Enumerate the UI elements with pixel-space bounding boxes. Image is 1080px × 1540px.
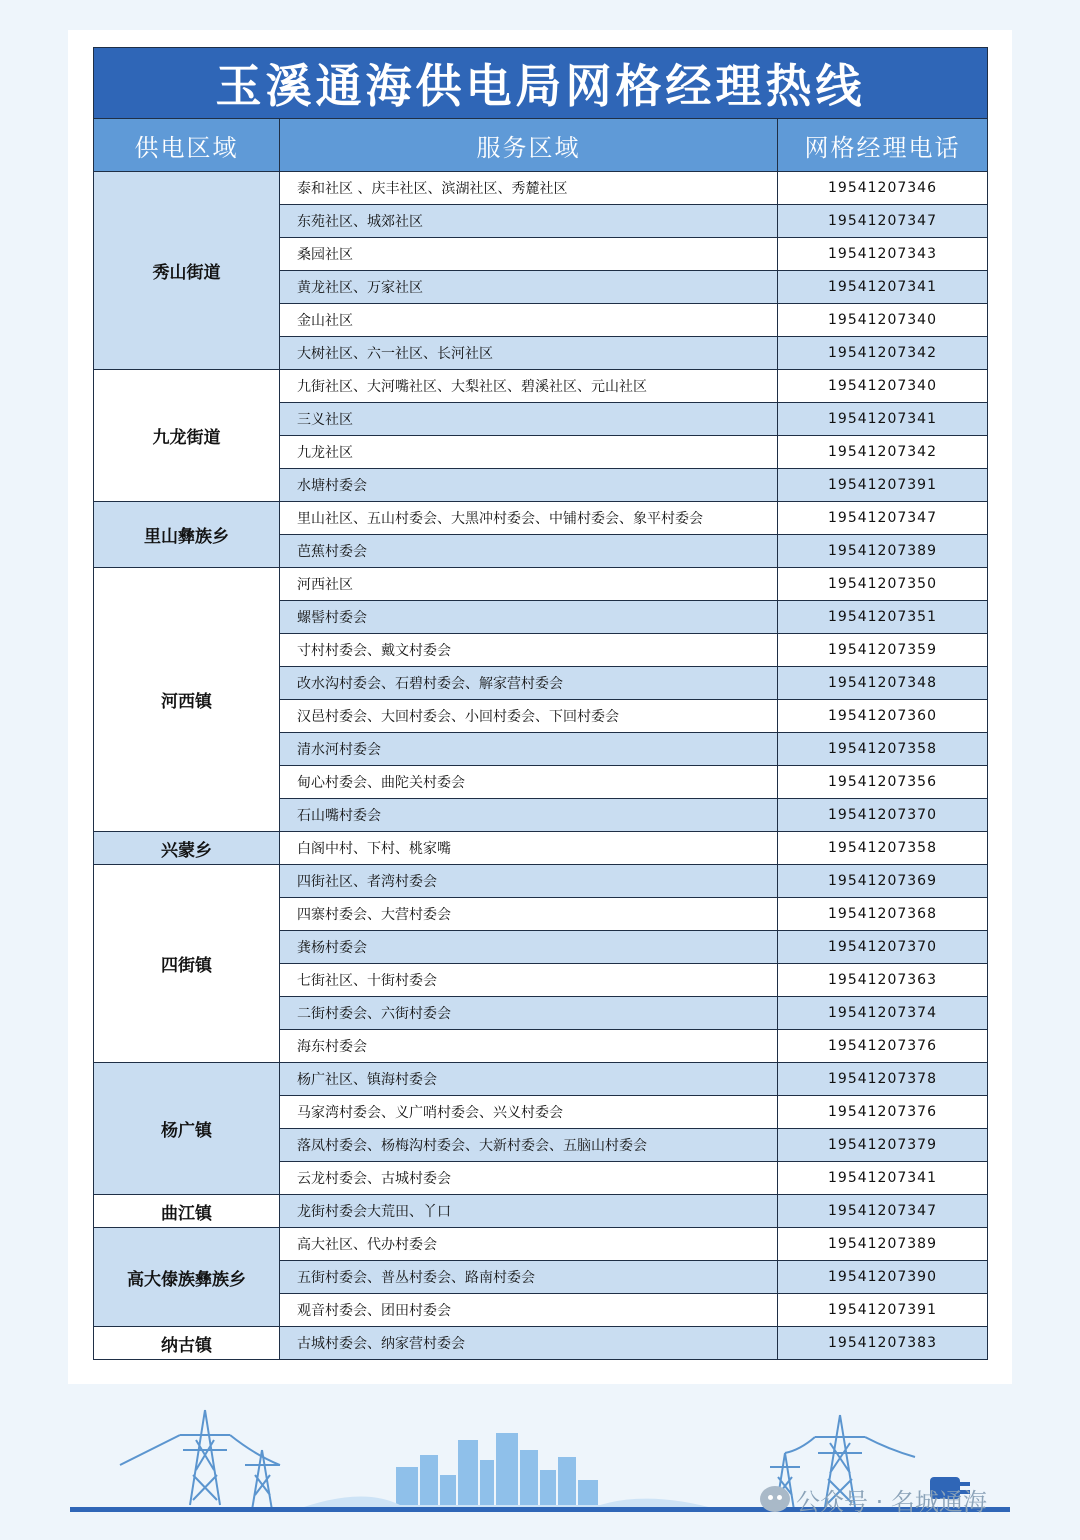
- service-area-cell: 甸心村委会、曲陀关村委会: [280, 766, 778, 799]
- region-cell: 秀山街道: [94, 172, 280, 370]
- service-area-cell: 清水河村委会: [280, 733, 778, 766]
- phone-cell: 19541207374: [778, 997, 988, 1030]
- phone-cell: 19541207389: [778, 1228, 988, 1261]
- region-cell: 四街镇: [94, 865, 280, 1063]
- phone-cell: 19541207351: [778, 601, 988, 634]
- service-area-cell: 四街社区、者湾村委会: [280, 865, 778, 898]
- phone-cell: 19541207346: [778, 172, 988, 205]
- city-buildings: [396, 1433, 598, 1512]
- phone-cell: 19541207343: [778, 238, 988, 271]
- service-area-cell: 石山嘴村委会: [280, 799, 778, 832]
- column-header-region: 供电区域: [94, 119, 280, 172]
- phone-cell: 19541207376: [778, 1096, 988, 1129]
- table-row: [94, 568, 988, 601]
- service-area-cell: 改水沟村委会、石碧村委会、解家营村委会: [280, 667, 778, 700]
- phone-cell: 19541207358: [778, 733, 988, 766]
- region-cell: 里山彝族乡: [94, 502, 280, 568]
- phone-cell: 19541207358: [778, 832, 988, 865]
- table-row: [94, 1063, 988, 1096]
- phone-cell: 19541207368: [778, 898, 988, 931]
- phone-cell: 19541207342: [778, 337, 988, 370]
- phone-cell: 19541207390: [778, 1261, 988, 1294]
- service-area-cell: 黄龙社区、万家社区: [280, 271, 778, 304]
- service-area-cell: 汉邑村委会、大回村委会、小回村委会、下回村委会: [280, 700, 778, 733]
- phone-cell: 19541207360: [778, 700, 988, 733]
- service-area-cell: 金山社区: [280, 304, 778, 337]
- hotline-table-container: [93, 47, 987, 1360]
- service-area-cell: 马家湾村委会、义广哨村委会、兴义村委会: [280, 1096, 778, 1129]
- service-area-cell: 九街社区、大河嘴社区、大梨社区、碧溪社区、元山社区: [280, 370, 778, 403]
- service-area-cell: 三义社区: [280, 403, 778, 436]
- region-cell: 杨广镇: [94, 1063, 280, 1195]
- watermark: [760, 1483, 987, 1515]
- phone-cell: 19541207378: [778, 1063, 988, 1096]
- table-row: [94, 832, 988, 865]
- service-area-cell: 海东村委会: [280, 1030, 778, 1063]
- phone-cell: 19541207342: [778, 436, 988, 469]
- column-header-area: 服务区域: [280, 119, 778, 172]
- phone-cell: 19541207359: [778, 634, 988, 667]
- table-row: [94, 172, 988, 205]
- service-area-cell: 龙街村委会大荒田、丫口: [280, 1195, 778, 1228]
- phone-cell: 19541207347: [778, 1195, 988, 1228]
- phone-cell: 19541207383: [778, 1327, 988, 1360]
- table-row: [94, 502, 988, 535]
- phone-cell: 19541207347: [778, 502, 988, 535]
- service-area-cell: 云龙村委会、古城村委会: [280, 1162, 778, 1195]
- region-cell: 纳古镇: [94, 1327, 280, 1360]
- service-area-cell: 水塘村委会: [280, 469, 778, 502]
- skyline-illustration: [0, 1395, 1080, 1540]
- service-area-cell: 落凤村委会、杨梅沟村委会、大新村委会、五脑山村委会: [280, 1129, 778, 1162]
- service-area-cell: 白阁中村、下村、桃家嘴: [280, 832, 778, 865]
- phone-cell: 19541207370: [778, 799, 988, 832]
- phone-cell: 19541207370: [778, 931, 988, 964]
- phone-cell: 19541207341: [778, 403, 988, 436]
- phone-cell: 19541207389: [778, 535, 988, 568]
- service-area-cell: 寸村村委会、戴文村委会: [280, 634, 778, 667]
- phone-cell: 19541207340: [778, 304, 988, 337]
- left-pylon-icon: [120, 1410, 280, 1510]
- phone-cell: 19541207341: [778, 1162, 988, 1195]
- service-area-cell: 大树社区、六一社区、长河社区: [280, 337, 778, 370]
- hotline-table: [93, 47, 988, 1360]
- column-header-phone: 网格经理电话: [778, 119, 988, 172]
- table-row: [94, 1228, 988, 1261]
- region-cell: 河西镇: [94, 568, 280, 832]
- table-row: [94, 1327, 988, 1360]
- service-area-cell: 二街村委会、六街村委会: [280, 997, 778, 1030]
- service-area-cell: 七街社区、十街村委会: [280, 964, 778, 997]
- phone-cell: 19541207363: [778, 964, 988, 997]
- table-row: [94, 1195, 988, 1228]
- service-area-cell: 四寨村委会、大营村委会: [280, 898, 778, 931]
- table-body: [94, 172, 988, 1360]
- service-area-cell: 古城村委会、纳家营村委会: [280, 1327, 778, 1360]
- service-area-cell: 九龙社区: [280, 436, 778, 469]
- header-row: [94, 119, 988, 172]
- watermark-text: 公众号 · 名城通海: [796, 1487, 987, 1516]
- service-area-cell: 芭蕉村委会: [280, 535, 778, 568]
- wechat-icon: [760, 1486, 790, 1512]
- phone-cell: 19541207341: [778, 271, 988, 304]
- service-area-cell: 泰和社区 、庆丰社区、滨湖社区、秀麓社区: [280, 172, 778, 205]
- service-area-cell: 观音村委会、团田村委会: [280, 1294, 778, 1327]
- phone-cell: 19541207379: [778, 1129, 988, 1162]
- table-row: [94, 865, 988, 898]
- region-cell: 曲江镇: [94, 1195, 280, 1228]
- service-area-cell: 里山社区、五山村委会、大黑冲村委会、中铺村委会、象平村委会: [280, 502, 778, 535]
- phone-cell: 19541207391: [778, 469, 988, 502]
- phone-cell: 19541207347: [778, 205, 988, 238]
- table-row: [94, 370, 988, 403]
- service-area-cell: 河西社区: [280, 568, 778, 601]
- service-area-cell: 五街村委会、普丛村委会、路南村委会: [280, 1261, 778, 1294]
- phone-cell: 19541207369: [778, 865, 988, 898]
- region-cell: 兴蒙乡: [94, 832, 280, 865]
- service-area-cell: 高大社区、代办村委会: [280, 1228, 778, 1261]
- phone-cell: 19541207348: [778, 667, 988, 700]
- phone-cell: 19541207391: [778, 1294, 988, 1327]
- phone-cell: 19541207356: [778, 766, 988, 799]
- service-area-cell: 桑园社区: [280, 238, 778, 271]
- service-area-cell: 龚杨村委会: [280, 931, 778, 964]
- region-cell: 高大傣族彝族乡: [94, 1228, 280, 1327]
- phone-cell: 19541207340: [778, 370, 988, 403]
- title-row: [94, 48, 988, 119]
- phone-cell: 19541207376: [778, 1030, 988, 1063]
- service-area-cell: 东苑社区、城郊社区: [280, 205, 778, 238]
- service-area-cell: 螺髻村委会: [280, 601, 778, 634]
- service-area-cell: 杨广社区、镇海村委会: [280, 1063, 778, 1096]
- page-title: 玉溪通海供电局网格经理热线: [94, 48, 988, 119]
- region-cell: 九龙街道: [94, 370, 280, 502]
- phone-cell: 19541207350: [778, 568, 988, 601]
